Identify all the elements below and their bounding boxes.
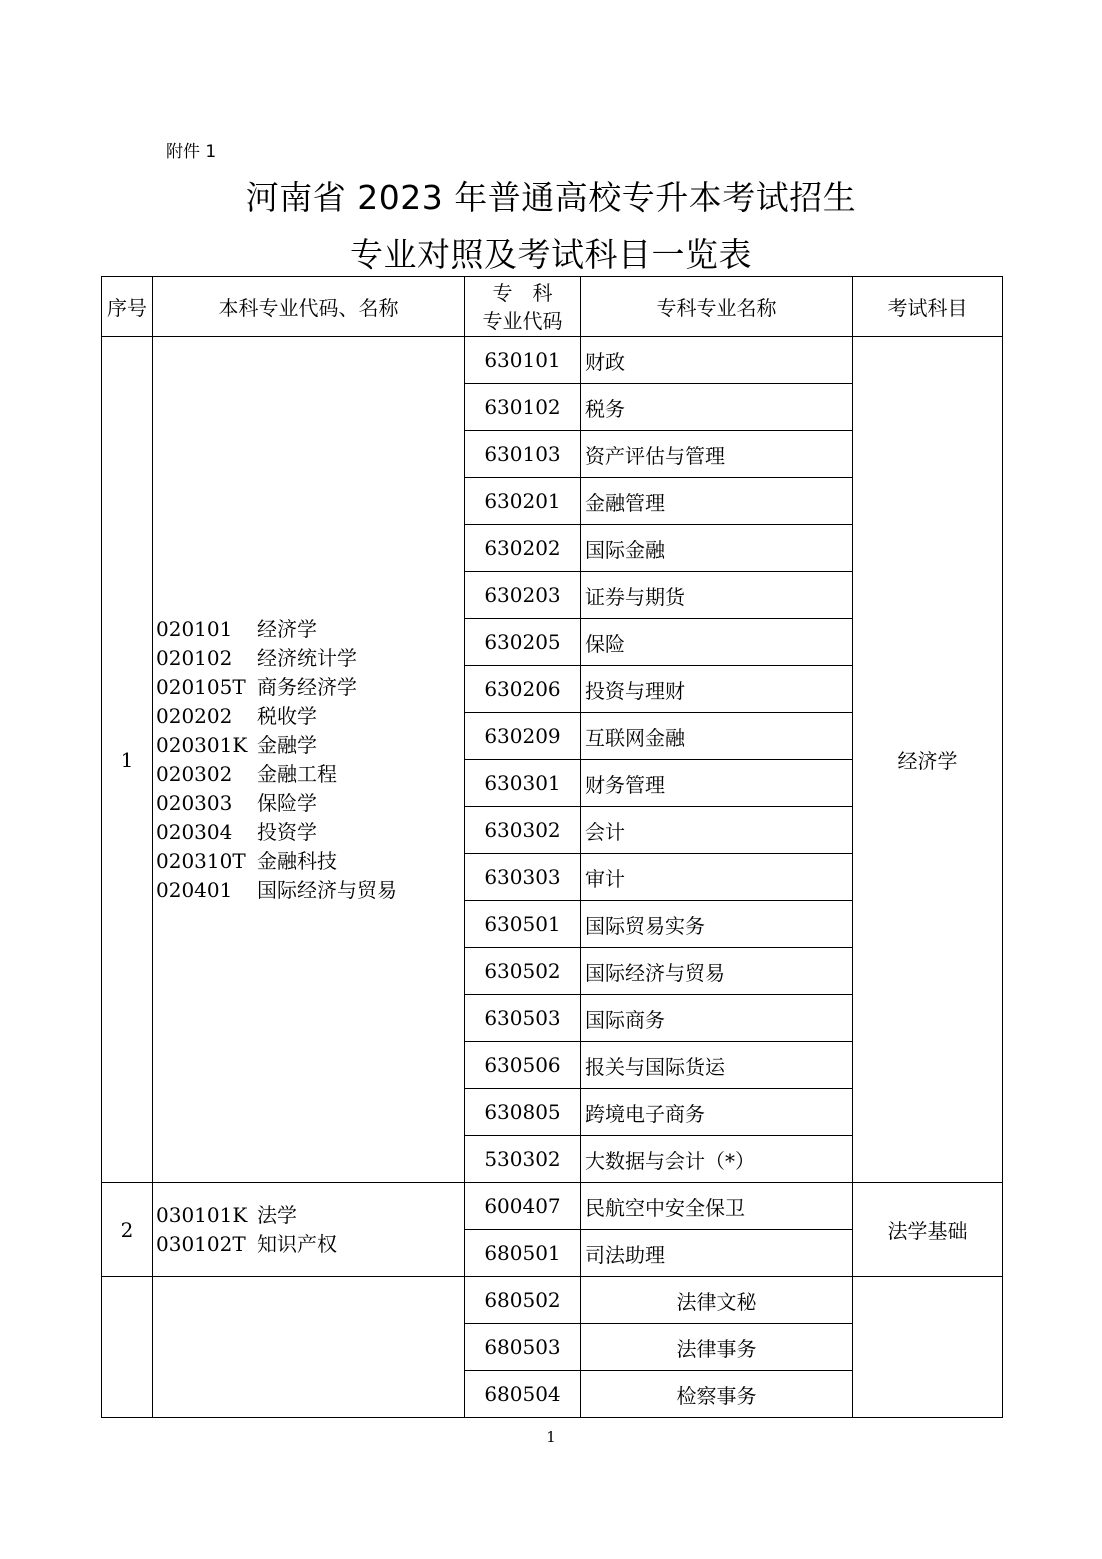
college-major-code: 630303 bbox=[465, 854, 581, 901]
header-bachelor: 本科专业代码、名称 bbox=[153, 277, 465, 337]
seq-cell bbox=[102, 1277, 153, 1418]
table-row bbox=[102, 1277, 1003, 1324]
college-major-code: 630209 bbox=[465, 713, 581, 760]
college-major-name: 检察事务 bbox=[581, 1371, 853, 1418]
document-title-line1: 河南省 2023 年普通高校专升本考试招生 bbox=[245, 178, 857, 217]
header-seq: 序号 bbox=[102, 277, 153, 337]
bachelor-major-item bbox=[156, 876, 464, 905]
bachelor-major-code: 020302 bbox=[156, 761, 233, 786]
college-major-code: 600407 bbox=[465, 1183, 581, 1230]
bachelor-major-name: 投资学 bbox=[257, 819, 317, 844]
college-major-name: 财务管理 bbox=[581, 760, 853, 807]
college-major-name: 国际金融 bbox=[581, 525, 853, 572]
college-major-name: 民航空中安全保卫 bbox=[581, 1183, 853, 1230]
college-major-name: 司法助理 bbox=[581, 1230, 853, 1277]
college-major-name: 审计 bbox=[581, 854, 853, 901]
exam-subject-cell: 经济学 bbox=[853, 337, 1003, 1183]
college-major-code: 680502 bbox=[465, 1277, 581, 1324]
college-major-name: 金融管理 bbox=[581, 478, 853, 525]
bachelor-major-name: 保险学 bbox=[257, 790, 317, 815]
bachelor-major-item bbox=[156, 789, 464, 818]
college-major-code: 680503 bbox=[465, 1324, 581, 1371]
college-major-name: 大数据与会计（*） bbox=[581, 1136, 853, 1183]
bachelor-major-item bbox=[156, 702, 464, 731]
bachelor-major-name: 国际经济与贸易 bbox=[257, 877, 397, 902]
seq-cell: 2 bbox=[102, 1183, 153, 1277]
bachelor-major-name: 知识产权 bbox=[257, 1231, 337, 1256]
college-major-code: 630202 bbox=[465, 525, 581, 572]
college-major-code: 680501 bbox=[465, 1230, 581, 1277]
bachelor-major-item bbox=[156, 731, 464, 760]
header-college-code-line2: 专业代码 bbox=[482, 308, 563, 333]
college-major-name: 财政 bbox=[581, 337, 853, 384]
exam-subject-cell: 法学基础 bbox=[853, 1183, 1003, 1277]
college-major-name: 法律事务 bbox=[581, 1324, 853, 1371]
bachelor-major-code: 020102 bbox=[156, 645, 233, 670]
college-major-code: 630503 bbox=[465, 995, 581, 1042]
bachelor-major-name: 法学 bbox=[257, 1202, 297, 1227]
college-major-code: 630103 bbox=[465, 431, 581, 478]
bachelor-major-item bbox=[156, 847, 464, 876]
college-major-code: 630506 bbox=[465, 1042, 581, 1089]
college-major-name: 税务 bbox=[581, 384, 853, 431]
attachment-label: 附件 1 bbox=[166, 142, 217, 162]
bachelor-major-name: 金融工程 bbox=[257, 761, 337, 786]
college-major-code: 630501 bbox=[465, 901, 581, 948]
major-comparison-table bbox=[101, 276, 1003, 1418]
bachelor-major-name: 税收学 bbox=[257, 703, 317, 728]
college-major-name: 国际贸易实务 bbox=[581, 901, 853, 948]
bachelor-major-name: 经济学 bbox=[257, 616, 317, 641]
bachelor-major-code: 020301K bbox=[156, 732, 248, 757]
college-major-code: 630301 bbox=[465, 760, 581, 807]
college-major-code: 680504 bbox=[465, 1371, 581, 1418]
bachelor-major-name: 商务经济学 bbox=[257, 674, 357, 699]
bachelor-major-code: 020303 bbox=[156, 790, 233, 815]
college-major-code: 630302 bbox=[465, 807, 581, 854]
college-major-name: 国际经济与贸易 bbox=[581, 948, 853, 995]
college-major-name: 资产评估与管理 bbox=[581, 431, 853, 478]
bachelor-major-name: 经济统计学 bbox=[257, 645, 357, 670]
table-row bbox=[102, 1183, 1003, 1230]
table-header-row bbox=[102, 277, 1003, 337]
bachelor-major-code: 030102T bbox=[156, 1231, 246, 1256]
bachelor-majors-cell bbox=[153, 1183, 465, 1277]
college-major-name: 互联网金融 bbox=[581, 713, 853, 760]
college-major-name: 保险 bbox=[581, 619, 853, 666]
bachelor-major-name: 金融学 bbox=[257, 732, 317, 757]
bachelor-major-item bbox=[156, 1230, 464, 1259]
seq-cell: 1 bbox=[102, 337, 153, 1183]
bachelor-major-item bbox=[156, 1201, 464, 1230]
bachelor-major-code: 030101K bbox=[156, 1202, 248, 1227]
bachelor-major-item bbox=[156, 615, 464, 644]
bachelor-majors-cell bbox=[153, 337, 465, 1183]
college-major-name: 法律文秘 bbox=[581, 1277, 853, 1324]
header-exam-subject: 考试科目 bbox=[853, 277, 1003, 337]
page-number: 1 bbox=[546, 1428, 556, 1446]
bachelor-major-item bbox=[156, 818, 464, 847]
college-major-name: 报关与国际货运 bbox=[581, 1042, 853, 1089]
college-major-name: 投资与理财 bbox=[581, 666, 853, 713]
bachelor-major-code: 020105T bbox=[156, 674, 246, 699]
college-major-code: 630203 bbox=[465, 572, 581, 619]
college-major-code: 630201 bbox=[465, 478, 581, 525]
college-major-name: 会计 bbox=[581, 807, 853, 854]
college-major-code: 530302 bbox=[465, 1136, 581, 1183]
bachelor-major-name: 金融科技 bbox=[257, 848, 337, 873]
bachelor-major-item bbox=[156, 673, 464, 702]
bachelor-major-code: 020202 bbox=[156, 703, 233, 728]
exam-subject-cell bbox=[853, 1277, 1003, 1418]
header-college-code bbox=[465, 277, 581, 337]
header-college-code-line1: 专 科 bbox=[492, 280, 553, 305]
document-title-line2: 专业对照及考试科目一览表 bbox=[350, 235, 752, 274]
college-major-code: 630102 bbox=[465, 384, 581, 431]
bachelor-major-item bbox=[156, 644, 464, 673]
college-major-code: 630805 bbox=[465, 1089, 581, 1136]
college-major-name: 证券与期货 bbox=[581, 572, 853, 619]
bachelor-major-code: 020304 bbox=[156, 819, 233, 844]
bachelor-major-code: 020101 bbox=[156, 616, 233, 641]
bachelor-majors-cell bbox=[153, 1277, 465, 1418]
college-major-code: 630502 bbox=[465, 948, 581, 995]
college-major-name: 国际商务 bbox=[581, 995, 853, 1042]
college-major-code: 630206 bbox=[465, 666, 581, 713]
bachelor-major-code: 020310T bbox=[156, 848, 246, 873]
college-major-code: 630205 bbox=[465, 619, 581, 666]
header-college-name: 专科专业名称 bbox=[581, 277, 853, 337]
college-major-code: 630101 bbox=[465, 337, 581, 384]
bachelor-major-code: 020401 bbox=[156, 877, 233, 902]
bachelor-major-item bbox=[156, 760, 464, 789]
table-row bbox=[102, 337, 1003, 384]
college-major-name: 跨境电子商务 bbox=[581, 1089, 853, 1136]
